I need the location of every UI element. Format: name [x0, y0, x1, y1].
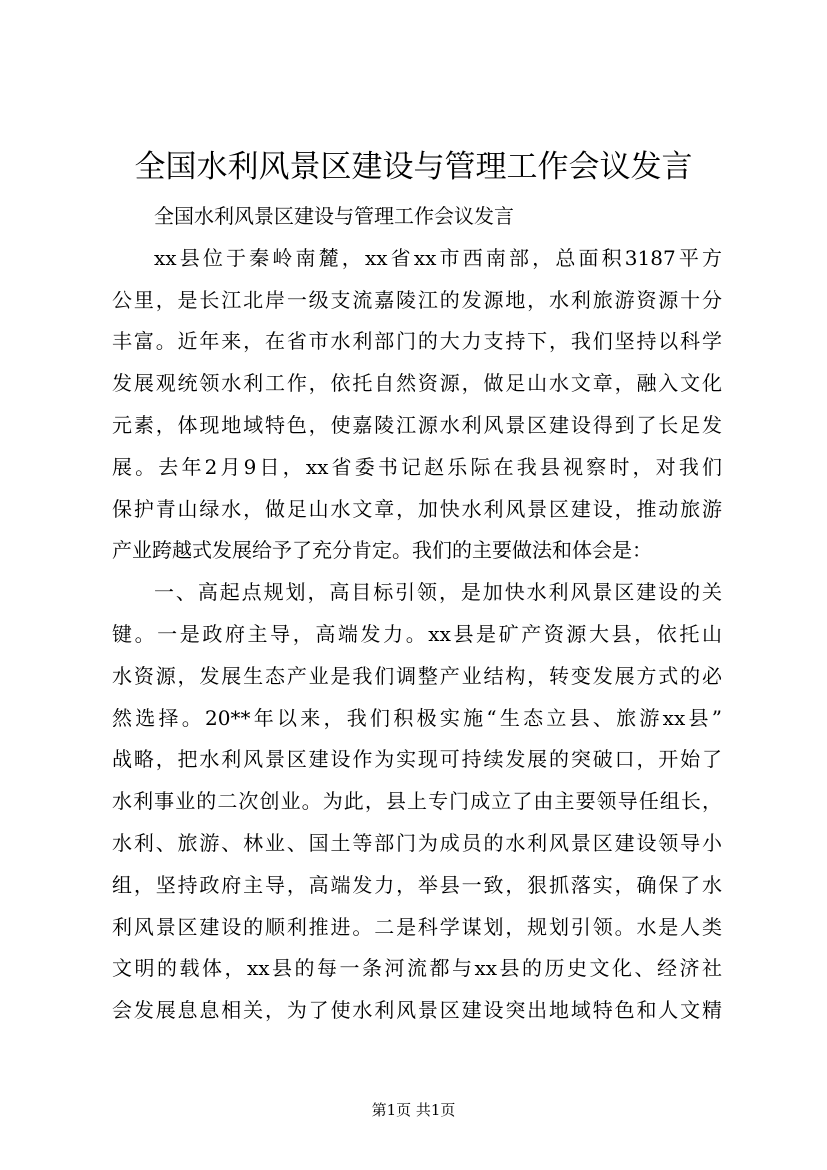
page-footer: 第1页 共1页 — [371, 1101, 456, 1119]
paragraph-line: 展。去年2月9日，xx省委书记赵乐际在我县视察时，对我们 — [112, 454, 722, 479]
document-body — [112, 196, 722, 1032]
paragraph-line: 利风景区建设的顺利推进。二是科学谋划，规划引领。水是人类 — [112, 914, 722, 939]
paragraph-line: 产业跨越式发展给予了充分肯定。我们的主要做法和体会是： — [112, 538, 652, 563]
paragraph-line: 文明的载体，xx县的每一条河流都与xx县的历史文化、经济社 — [112, 956, 722, 981]
paragraph-line: 水利事业的二次创业。为此，县上专门成立了由主要领导任组长， — [112, 789, 722, 814]
paragraph-line: 元素，体现地域特色，使嘉陵江源水利风景区建设得到了长足发 — [112, 412, 722, 437]
paragraph-line: 会发展息息相关，为了使水利风景区建设突出地域特色和人文精 — [112, 998, 722, 1023]
paragraph-line: 公里，是长江北岸一级支流嘉陵江的发源地，水利旅游资源十分 — [112, 287, 722, 312]
paragraph-line: xx县位于秦岭南麓，xx省xx市西南部，总面积3187平方 — [154, 245, 722, 270]
document-title: 全国水利风景区建设与管理工作会议发言 — [134, 149, 693, 185]
paragraph-line: 保护青山绿水，做足山水文章，加快水利风景区建设，推动旅游 — [112, 496, 722, 521]
paragraph-line: 然选择。20**年以来，我们积极实施“生态立县、旅游xx县” — [112, 705, 722, 730]
paragraph-line: 丰富。近年来，在省市水利部门的大力支持下，我们坚持以科学 — [112, 329, 722, 354]
paragraph-line: 一、高起点规划，高目标引领，是加快水利风景区建设的关 — [154, 580, 722, 605]
paragraph-line: 键。一是政府主导，高端发力。xx县是矿产资源大县，依托山 — [112, 621, 722, 646]
paragraph-line: 组，坚持政府主导，高端发力，举县一致，狠抓落实，确保了水 — [112, 872, 722, 897]
paragraph-line: 水资源，发展生态产业是我们调整产业结构，转变发展方式的必 — [112, 663, 722, 688]
paragraph-line: 发展观统领水利工作，依托自然资源，做足山水文章，融入文化 — [112, 371, 722, 396]
paragraph-line: 水利、旅游、林业、国土等部门为成员的水利风景区建设领导小 — [112, 830, 722, 855]
paragraph-line: 战略，把水利风景区建设作为实现可持续发展的突破口，开始了 — [112, 747, 722, 772]
subtitle-line: 全国水利风景区建设与管理工作会议发言 — [154, 204, 514, 228]
